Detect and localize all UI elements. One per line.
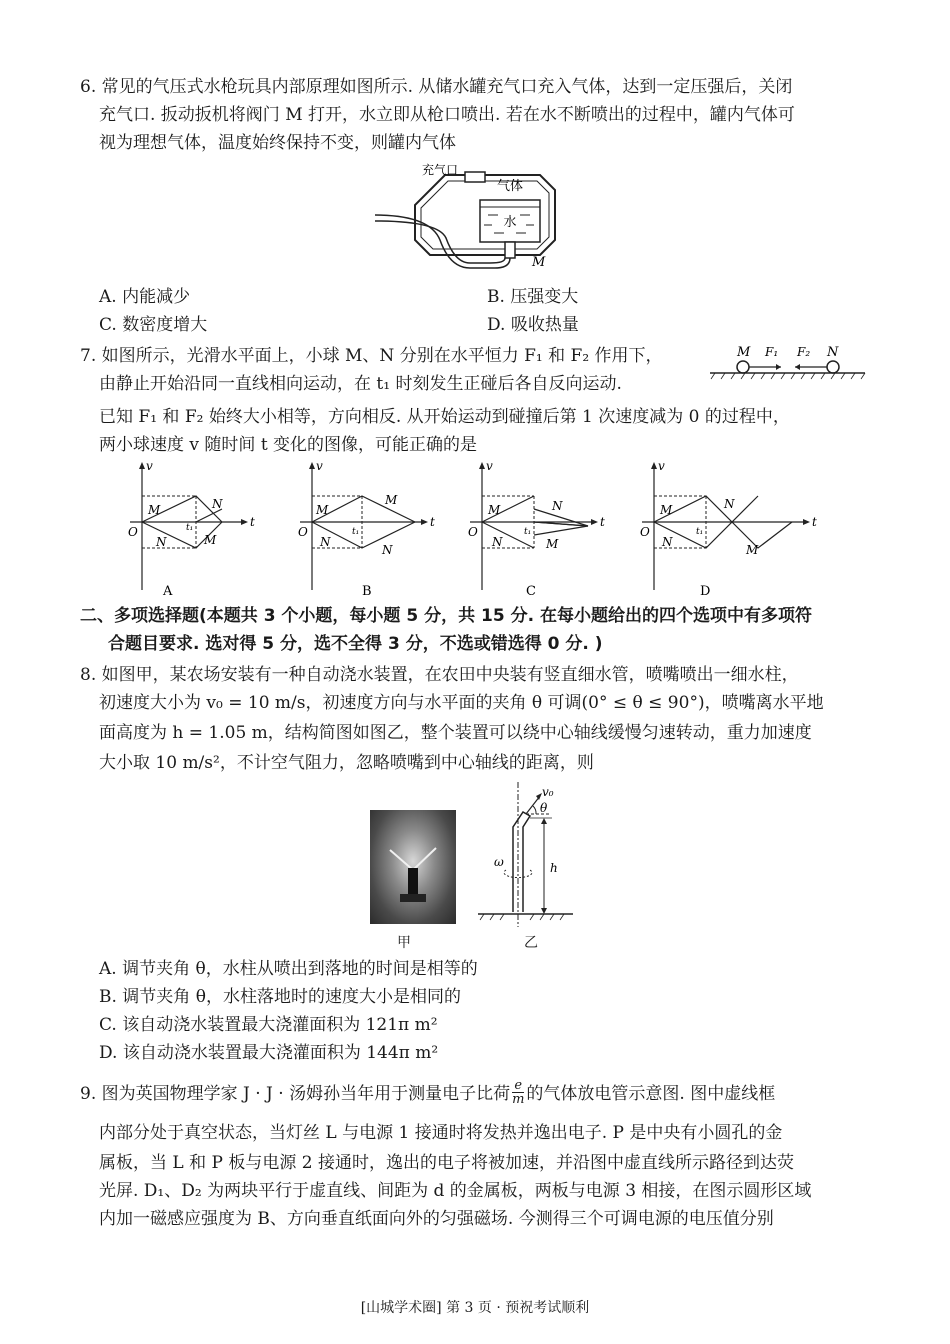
svg-text:A: A [163,584,173,599]
svg-text:N: N [492,535,503,549]
gas-label: 气体 [496,179,524,194]
svg-text:B: B [362,584,372,599]
fraction-denominator: m [512,1092,525,1107]
graph-d[interactable] [632,458,822,600]
q6-option-d[interactable]: D. 吸收热量 [487,315,579,335]
q8-line-3: 面高度为 h = 1.05 m，结构简图如图乙，整个装置可以绕中心轴线缓慢匀速转动，重力加速度 [99,723,812,743]
valve-m-label: M [532,255,546,270]
svg-text:v: v [146,459,153,473]
q8-option-b[interactable]: B. 调节夹角 θ，水柱落地时的速度大小是相同的 [99,987,461,1007]
svg-text:t₁: t₁ [524,527,532,537]
figure-yi-caption: 乙 [524,935,538,951]
svg-text:t₁: t₁ [352,527,360,537]
svg-text:N: N [320,535,331,549]
svg-text:N: N [662,535,673,549]
svg-text:v: v [658,459,665,473]
balls-figure [705,342,870,382]
q9-line-5: 内加一磁感应强度为 B、方向垂直纸面向外的匀强磁场. 今测得三个可调电源的电压值分别 [99,1209,774,1229]
q8-line-4: 大小取 10 m/s²，不计空气阻力，忽略喷嘴到中心轴线的距离，则 [99,753,594,773]
svg-text:M: M [488,503,501,517]
q9-line-1-pre: 9. 图为英国物理学家 J · J · 汤姆孙当年用于测量电子比荷 [80,1084,511,1104]
valve-m [505,242,515,258]
omega-label: ω [494,855,504,869]
pipe [513,812,530,912]
svg-text:O: O [468,525,478,539]
graph-a[interactable] [120,458,260,600]
svg-text:M: M [546,537,559,551]
svg-text:N: N [212,497,223,511]
q6-line-3: 视为理想气体，温度始终保持不变，则罐内气体 [99,133,456,153]
ball-n-label: N [827,345,839,360]
inlet-valve [465,172,485,182]
q8-option-a[interactable]: A. 调节夹角 θ，水柱从喷出到落地的时间是相等的 [99,959,478,979]
svg-text:M: M [385,493,398,507]
ratio-fraction [512,1079,524,1106]
svg-text:O: O [128,525,138,539]
q8-line-2: 初速度大小为 v₀ = 10 m/s，初速度方向与水平面的夹角 θ 可调(0° ≤ θ ≤ 90°)，喷嘴离水平地 [99,693,824,713]
ball-m [737,361,749,373]
svg-text:C: C [526,584,536,599]
q7-line-3: 已知 F₁ 和 F₂ 始终大小相等，方向相反. 从开始运动到碰撞后第 1 次速度减为 0 的过程中， [99,407,790,427]
svg-text:M: M [746,543,759,557]
svg-text:O: O [640,525,650,539]
page-footer: [山城学术圈] 第 3 页 · 预祝考试顺利 [360,1300,590,1316]
h-label: h [550,861,558,875]
q8-option-d[interactable]: D. 该自动浇水装置最大浇灌面积为 144π m² [99,1043,439,1063]
q7-line-4: 两小球速度 v 随时间 t 变化的图像，可能正确的是 [99,435,478,455]
graph-b[interactable] [290,458,440,600]
svg-text:v: v [486,459,493,473]
q6-option-c[interactable]: C. 数密度增大 [99,315,208,335]
water-label: 水 [503,215,517,230]
svg-text:t: t [812,515,817,529]
svg-text:M: M [660,503,673,517]
section2-line-2: 合题目要求. 选对得 5 分，选不全得 3 分，不选或错选得 0 分. ) [108,634,603,654]
q9-line-2: 内部分处于真空状态，当灯丝 L 与电源 1 接通时将发热并逸出电子. P 是中央有小圆孔的金 [99,1123,783,1143]
svg-text:N: N [552,499,563,513]
graph-c[interactable] [460,458,610,600]
ball-m-label: M [737,345,751,360]
svg-text:v: v [316,459,323,473]
q9-line-1-post: 的气体放电管示意图. 图中虚线框 [526,1084,776,1104]
water-gun-diagram [370,160,590,275]
tank-outline [415,175,555,255]
f1-label: F₁ [765,345,779,359]
f2-label: F₂ [797,345,811,359]
q7-line-1: 7. 如图所示，光滑水平面上，小球 M、N 分别在水平恒力 F₁ 和 F₂ 作用下， [80,346,663,366]
q7-line-2: 由静止开始沿同一直线相向运动，在 t₁ 时刻发生正碰后各自反向运动. [99,374,622,394]
svg-text:M: M [316,503,329,517]
sprinkler-diagram [478,782,598,932]
q6-option-b[interactable]: B. 压强变大 [487,287,579,307]
q9-line-4: 光屏. D₁、D₂ 为两块平行于虚直线、间距为 d 的金属板，两板与电源 3 相接，在图示圆形区域 [99,1181,812,1201]
theta-label: θ [540,801,548,815]
svg-text:N: N [382,543,393,557]
q9-line-1 [80,1078,776,1108]
q6-line-1: 6. 常见的气压式水枪玩具内部原理如图所示. 从储水罐充气口充入气体，达到一定压强后，关闭 [80,77,793,97]
q8-option-c[interactable]: C. 该自动浇水装置最大浇灌面积为 121π m² [99,1015,438,1035]
svg-text:t₁: t₁ [186,523,194,533]
q6-line-2: 充气口. 扳动扳机将阀门 M 打开，水立即从枪口喷出. 若在水不断喷出的过程中，罐内气体可 [99,105,795,125]
svg-text:N: N [156,535,167,549]
svg-text:t₁: t₁ [696,527,704,537]
figure-jia-caption: 甲 [397,935,411,951]
svg-text:t: t [600,515,605,529]
sprinkler-photo-overlay [370,810,456,924]
fraction-numerator: e [512,1079,524,1093]
ball-n [827,361,839,373]
q6-option-a[interactable]: A. 内能减少 [99,287,191,307]
svg-text:O: O [298,525,308,539]
v0-label: v₀ [542,785,554,799]
svg-text:M: M [204,533,217,547]
svg-text:N: N [724,497,735,511]
section2-line-1: 二、多项选择题(本题共 3 个小题，每小题 5 分，共 15 分. 在每小题给出的四个选项中有多项符 [80,606,812,626]
svg-text:t: t [430,515,435,529]
q9-line-3: 属板，当 L 和 P 板与电源 2 接通时，逸出的电子将被加速，并沿图中虚直线所示路径到达荧 [99,1153,794,1173]
svg-text:D: D [700,584,711,599]
svg-text:t: t [250,515,255,529]
inlet-label: 充气口 [422,163,459,177]
svg-text:M: M [148,503,161,517]
q8-line-1: 8. 如图甲，某农场安装有一种自动浇水装置，在农田中央装有竖直细水管，喷嘴喷出一细水柱， [80,665,799,685]
